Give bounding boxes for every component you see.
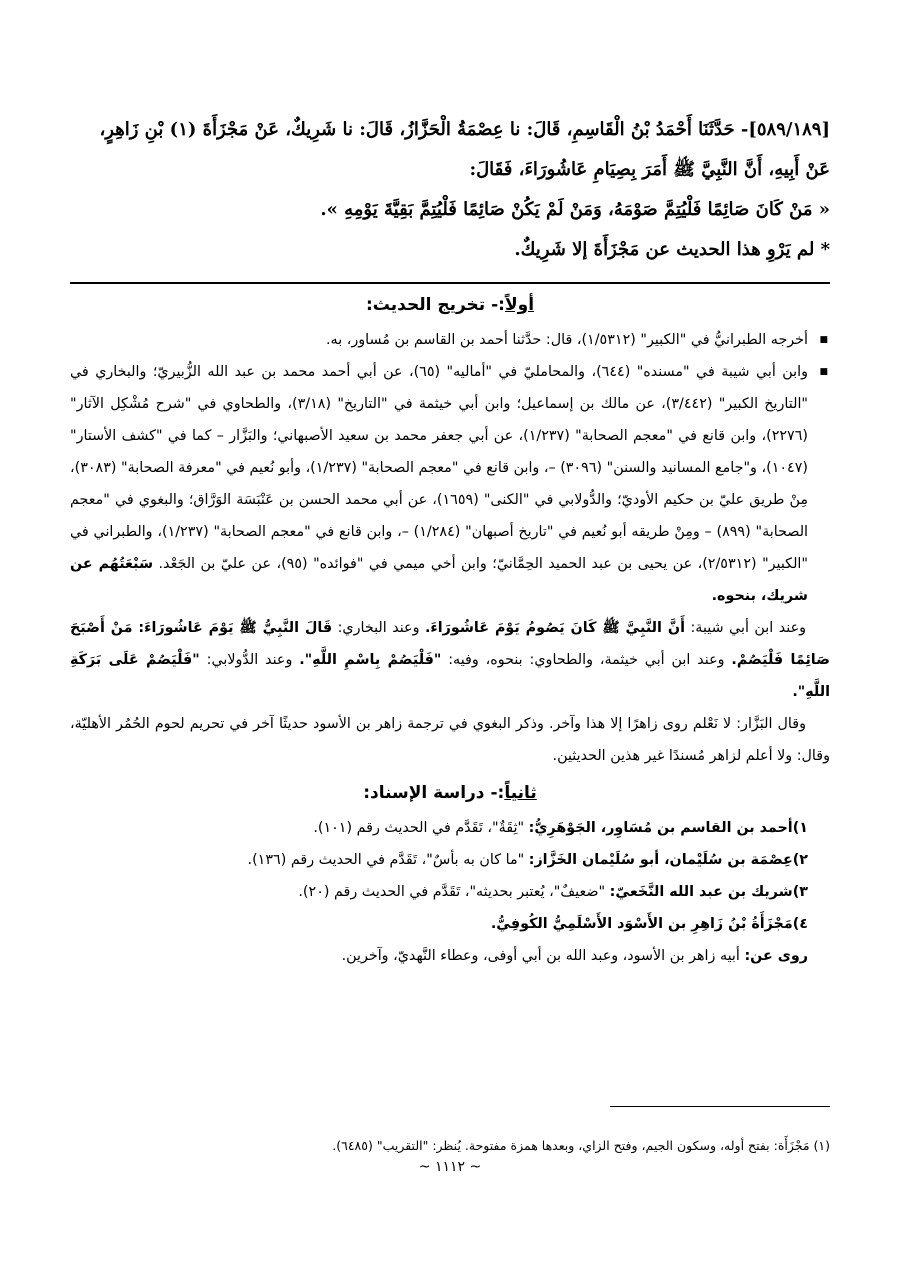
narrator-name: مَجْزَأَةُ بْنُ زَاهِرِ بن الأَسْوَد الأَسْلَمِيُّ الكُوفِيُّ. — [490, 916, 793, 932]
takhrij-paragraph-1: ■ أخرجه الطبرانيُّ في "الكبير" (١/٥٣١٢)، قال: حدَّثنا أحمد بن القاسم بن مُساور، به. — [70, 324, 830, 356]
narrator-grade: "ما كان به بأسٌ"، تَقَدَّم في الحديث رقم (١٣٦). — [247, 852, 529, 868]
page-number: ~ ١١١٢ ~ — [418, 1159, 482, 1175]
takhrij-summary: سَبْعَتُهُم عن شريك، بنحوه. — [70, 556, 808, 604]
section-title-ordinal: ثانياً — [504, 783, 537, 803]
hadith-matn: « مَنْ كَانَ صَائِمًا فَلْيُتِمَّ صَوْمَهُ، وَمَنْ لَمْ يَكُنْ صَائِمًا فَلْيُتِمَّ بَقِيَّةَ يَوْمِهِ ». — [320, 199, 830, 220]
narrator-item — [70, 844, 830, 876]
narrator-item — [70, 908, 830, 940]
rawa-text: أبيه زاهر بن الأسود، وعبد الله بن أبي أوفى، وعطاء النَّهديّ، وآخرين. — [341, 948, 745, 964]
rawa-line — [70, 940, 830, 972]
rawa-label: روى عن: — [744, 948, 808, 964]
takhrij-body — [70, 324, 830, 772]
narrator-grade: "ضعيفٌ"، يُعتبر بحديثه"، تَقَدَّم في الحديث رقم (٢٠). — [298, 884, 610, 900]
section-title-takhrij — [70, 290, 830, 320]
takhrij-paragraph-3 — [70, 612, 830, 708]
footnote: (١) مَجْزَأَة: بفتح أوله، وسكون الجيم، وفتح الزاي، وبعدها همزة مفتوحة. يُنظر: "التقريب" (٦٤٨٥). — [332, 1138, 830, 1153]
takhrij-paragraph-4: وقال البَزَّار: لا نَعْلم روى زاهرًا إلا هذا وآخر. وذكر البغوي في ترجمة زاهر بن الأسود حديثًا آخر في تحريم لحوم الحُمُر الأهليّة، وقال: ولا أعلم لزاهر مُسندًا غير هذين الحديثين. — [70, 716, 830, 764]
text-span: وعند ابن أبي خيثمة، والطحاوي: بنحوه، وفيه: — [448, 652, 725, 668]
section-title-ordinal: أولاً — [504, 295, 535, 315]
takhrij-sources: وابن أبي شيبة في "مسنده" (٦٤٤)، والمحامليّ في "أماليه" (٦٥)، عن أبي أحمد محمد بن عبد الله الزُّبيريّ؛ والبخاري في "التاريخ الكبير" (٣/٤٤٢)، عن مالك بن إسماعيل؛ وابن أبي خيثمة في "التاريخ" (٣/١٨)، والطحاوي في "شرح مُشْكِل الآثار" (٢٢٧٦)، وابن قانع في "معجم الصحابة" (١/٢٣٧)، عن أبي جعفر محمد بن سعيد الأصبهاني؛ والبَزَّار – كما في "كشف الأستار" (١٠٤٧)، و"جامع المسانيد والسنن" (٣٠٩٦) –، وابن قانع في "معجم الصحابة" (١/٢٣٧)، وأبو نُعيم في "معرفة الصحابة" (٣٠٨٣)، مِنْ طريق عليّ بن حكيم الأوديّ؛ والدُّولابي في "الكنى" (١٦٥٩)، عن أبي محمد الحسن بن عَنْبَسَة الوَرَّاق؛ والبغوي في "معجم الصحابة" (٨٩٩) – ومِنْ طريقه أبو نُعيم في "تاريخ أصبهان" (١/٢٨٤) –، وابن قانع في "معجم الصحابة" (١/٢٣٧)، والطبراني في "الكبير" (٢/٥٣١٢)، عن يحيى بن عبد الحميد الحِمَّانيّ؛ وابن أخي ميمي في "فوائده" (٩٥)، عن عليّ بن الجَعْد. — [70, 364, 809, 572]
quote-span: قَالَ النَّبِيُّ ﷺ يَوْمَ عَاشُورَاءَ: مَنْ أَصْبَحَ صَائِمًا فَلْيَصُمْ. — [70, 620, 830, 668]
text-span: وعند الدُّولابي: — [206, 652, 293, 668]
narrator-number: ١) — [792, 820, 808, 836]
text-span: وعند ابن أبي شيبة: — [690, 620, 807, 636]
page-footer — [70, 1106, 830, 1175]
footnote-separator — [610, 1106, 830, 1107]
quote-span: "فَلْيَصُمْ عَلَى بَرَكَةِ اللَّهِ". — [70, 652, 830, 700]
rijal-list — [70, 812, 830, 940]
hadith-block — [70, 110, 830, 270]
section-title-text: :- دراسة الإسناد: — [363, 783, 505, 803]
hadith-isnad-line-2: عَنْ أَبِيهِ، أَنَّ النَّبِيَّ ﷺ أَمَرَ بِصِيَامِ عَاشُورَاءَ، فَقَالَ: — [469, 159, 830, 180]
section-title-text: :- تخريج الحديث: — [365, 295, 505, 315]
section-divider — [70, 282, 830, 284]
narrator-name: شريك بن عبد الله النَّخَعيّ: — [609, 884, 793, 900]
text-span: وعند البخاري: — [337, 620, 420, 636]
narrator-name: أحمد بن القاسم بن مُسَاوِر، الجَوْهَرِيُّ: — [528, 820, 793, 836]
quote-span: "فَلْيَصُمْ بِاسْمِ اللَّهِ". — [299, 652, 442, 668]
narrator-number: ٢) — [792, 852, 808, 868]
takhrij-paragraph-2 — [70, 356, 830, 612]
page-content — [70, 110, 830, 972]
hadith-isnad-line: [٥٨٩/١٨٩]- حَدَّثَنَا أَحْمَدُ بْنُ الْقَاسِمِ، قَالَ: نا عِصْمَةُ الْحَزَّازُ، قَالَ: نا شَرِيكٌ، عَنْ مَجْزَأَةَ (١) بْنِ زَاهِرٍ، — [99, 119, 830, 140]
narrator-number: ٤) — [792, 916, 808, 932]
hadith-note: * لم يَرْوِ هذا الحديث عن مَجْزَأَةَ إلا شَرِيكٌ. — [514, 239, 830, 260]
quote-span: أَنَّ النَّبِيَّ ﷺ كَانَ يَصُومُ يَوْمَ عَاشُورَاءَ. — [424, 620, 685, 636]
narrator-name: عِصْمَة بن سُلَيْمان، أبو سُلَيْمان الخَزَّاز: — [528, 852, 793, 868]
narrator-item — [70, 876, 830, 908]
narrator-item — [70, 812, 830, 844]
narrator-grade: "ثِقَةٌ"، تَقَدَّم في الحديث رقم (١٠١). — [313, 820, 529, 836]
section-title-isnad — [70, 778, 830, 808]
narrator-number: ٣) — [792, 884, 808, 900]
